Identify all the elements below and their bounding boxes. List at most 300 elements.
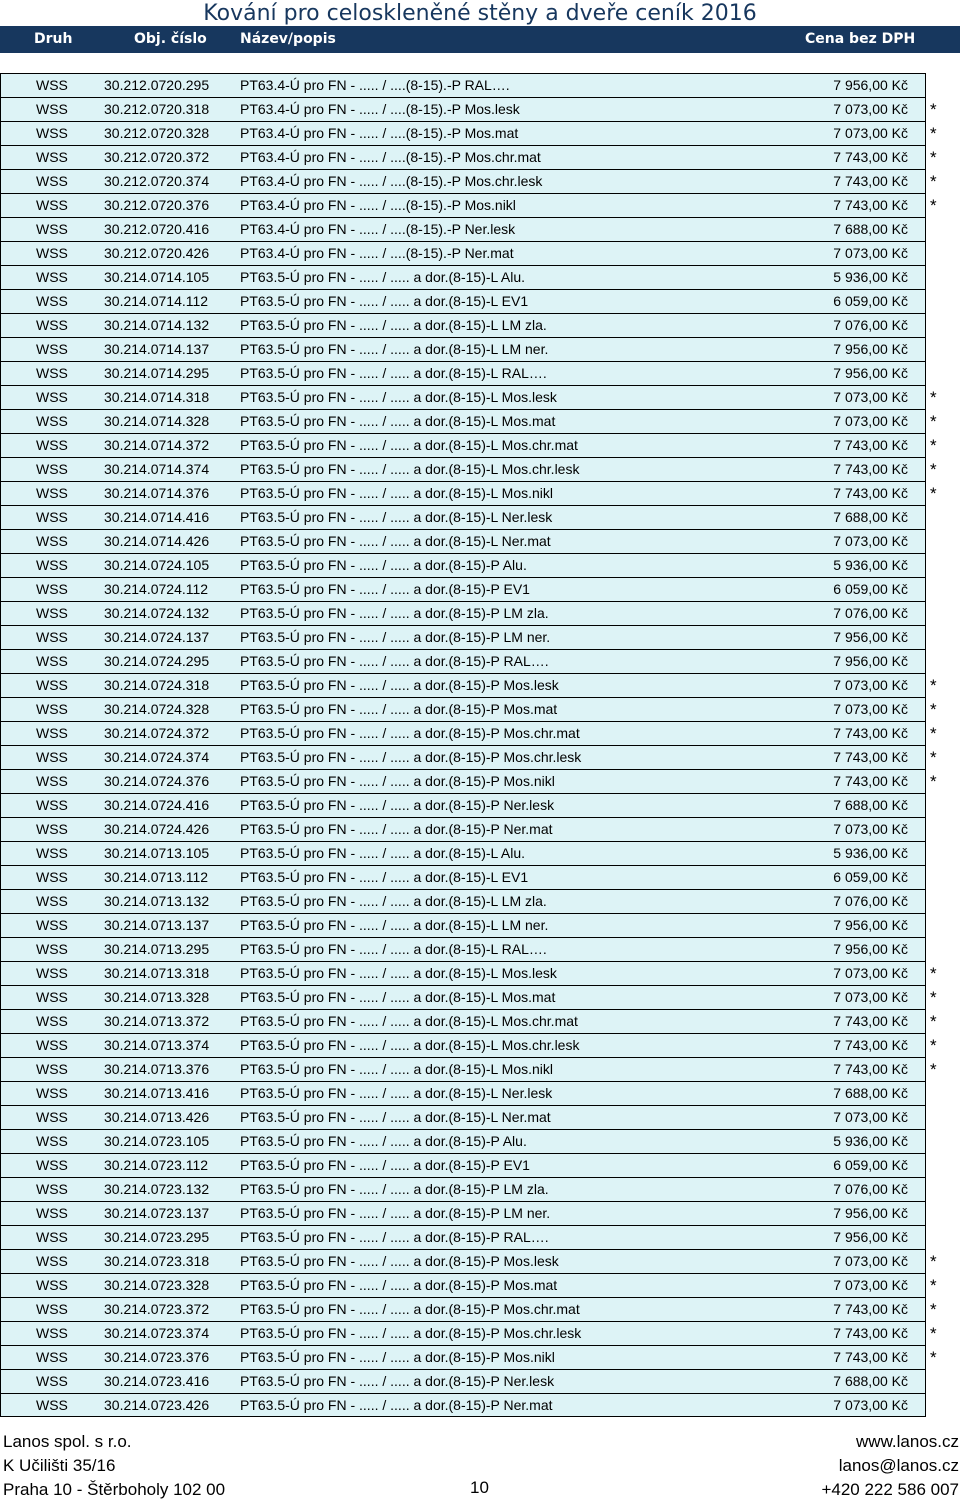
table-row — [0, 1345, 960, 1369]
cell-druh: WSS — [36, 1349, 68, 1365]
cell-star: * — [930, 172, 937, 191]
table-row — [0, 1153, 960, 1177]
cell-obj-cislo: 30.214.0723.416 — [104, 1373, 210, 1389]
cell-star: * — [930, 100, 937, 119]
cell-obj-cislo: 30.212.0720.374 — [104, 173, 210, 189]
cell-cena: 7 743,00 Kč — [833, 773, 908, 789]
table-row — [0, 289, 960, 313]
cell-nazev: PT63.5-Ú pro FN - ..... / ..... a dor.(8-15)-L EV1 — [240, 869, 529, 885]
table-row — [0, 673, 960, 697]
cell-nazev: PT63.5-Ú pro FN - ..... / ..... a dor.(8-15)-L Mos.lesk — [240, 965, 557, 981]
cell-star: * — [930, 676, 937, 695]
cell-obj-cislo: 30.214.0724.376 — [104, 773, 210, 789]
cell-obj-cislo: 30.212.0720.376 — [104, 197, 210, 213]
header-obj-cislo: Obj. číslo — [134, 31, 207, 47]
cell-cena: 7 073,00 Kč — [833, 533, 908, 549]
cell-druh: WSS — [36, 893, 68, 909]
table-row — [0, 1129, 960, 1153]
table-row — [0, 841, 960, 865]
table-row — [0, 1249, 960, 1273]
cell-druh: WSS — [36, 653, 68, 669]
cell-cena: 5 936,00 Kč — [833, 845, 908, 861]
cell-druh: WSS — [36, 1373, 68, 1389]
cell-cena: 7 743,00 Kč — [833, 149, 908, 165]
cell-druh: WSS — [36, 1277, 68, 1293]
cell-cena: 7 073,00 Kč — [833, 413, 908, 429]
cell-star: * — [930, 748, 937, 767]
cell-druh: WSS — [36, 149, 68, 165]
cell-cena: 7 073,00 Kč — [833, 1109, 908, 1125]
cell-obj-cislo: 30.214.0713.328 — [104, 989, 210, 1005]
cell-obj-cislo: 30.214.0714.426 — [104, 533, 210, 549]
cell-obj-cislo: 30.214.0723.105 — [104, 1133, 210, 1149]
cell-cena: 7 073,00 Kč — [833, 245, 908, 261]
cell-nazev: PT63.5-Ú pro FN - ..... / ..... a dor.(8-15)-L Mos.chr.mat — [240, 1013, 578, 1029]
cell-nazev: PT63.5-Ú pro FN - ..... / ..... a dor.(8-15)-P LM zla. — [240, 605, 549, 621]
cell-cena: 7 073,00 Kč — [833, 701, 908, 717]
cell-cena: 5 936,00 Kč — [833, 269, 908, 285]
cell-obj-cislo: 30.214.0724.318 — [104, 677, 210, 693]
cell-obj-cislo: 30.214.0713.295 — [104, 941, 210, 957]
cell-druh: WSS — [36, 389, 68, 405]
cell-star: * — [930, 484, 937, 503]
cell-obj-cislo: 30.214.0714.328 — [104, 413, 210, 429]
cell-nazev: PT63.5-Ú pro FN - ..... / ..... a dor.(8-15)-L Mos.lesk — [240, 389, 557, 405]
table-row — [0, 1081, 960, 1105]
table-row — [0, 73, 960, 97]
cell-druh: WSS — [36, 557, 68, 573]
cell-nazev: PT63.5-Ú pro FN - ..... / ..... a dor.(8-15)-P Mos.chr.mat — [240, 725, 580, 741]
cell-cena: 7 956,00 Kč — [833, 917, 908, 933]
cell-obj-cislo: 30.212.0720.372 — [104, 149, 210, 165]
cell-obj-cislo: 30.214.0724.426 — [104, 821, 210, 837]
table-row — [0, 649, 960, 673]
cell-nazev: PT63.5-Ú pro FN - ..... / ..... a dor.(8-15)-P Ner.lesk — [240, 797, 555, 813]
cell-star: * — [930, 1012, 937, 1031]
cell-star: * — [930, 988, 937, 1007]
footer-city: Praha 10 - Štěrboholy 102 00 — [3, 1480, 226, 1499]
cell-star: * — [930, 436, 937, 455]
cell-druh: WSS — [36, 1109, 68, 1125]
cell-star: * — [930, 964, 937, 983]
cell-obj-cislo: 30.214.0714.372 — [104, 437, 210, 453]
table-row — [0, 913, 960, 937]
cell-star: * — [930, 388, 937, 407]
cell-cena: 7 073,00 Kč — [833, 677, 908, 693]
cell-cena: 7 743,00 Kč — [833, 725, 908, 741]
cell-nazev: PT63.5-Ú pro FN - ..... / ..... a dor.(8-15)-L Ner.lesk — [240, 1085, 553, 1101]
cell-cena: 5 936,00 Kč — [833, 557, 908, 573]
cell-druh: WSS — [36, 845, 68, 861]
cell-obj-cislo: 30.214.0724.328 — [104, 701, 210, 717]
cell-cena: 7 073,00 Kč — [833, 101, 908, 117]
cell-druh: WSS — [36, 965, 68, 981]
cell-druh: WSS — [36, 533, 68, 549]
cell-cena: 7 743,00 Kč — [833, 437, 908, 453]
table-row — [0, 697, 960, 721]
cell-druh: WSS — [36, 701, 68, 717]
table-row — [0, 889, 960, 913]
cell-obj-cislo: 30.214.0723.426 — [104, 1397, 210, 1413]
table-row — [0, 457, 960, 481]
cell-star: * — [930, 772, 937, 791]
cell-star: * — [930, 1324, 937, 1343]
cell-cena: 7 956,00 Kč — [833, 629, 908, 645]
cell-obj-cislo: 30.214.0724.132 — [104, 605, 210, 621]
page-number: 10 — [470, 1478, 489, 1497]
cell-obj-cislo: 30.214.0713.105 — [104, 845, 210, 861]
cell-druh: WSS — [36, 413, 68, 429]
cell-star: * — [930, 1036, 937, 1055]
cell-druh: WSS — [36, 1205, 68, 1221]
cell-obj-cislo: 30.214.0723.137 — [104, 1205, 210, 1221]
cell-cena: 7 073,00 Kč — [833, 989, 908, 1005]
cell-druh: WSS — [36, 293, 68, 309]
cell-druh: WSS — [36, 1133, 68, 1149]
cell-nazev: PT63.5-Ú pro FN - ..... / ..... a dor.(8-15)-P Mos.chr.lesk — [240, 749, 582, 765]
cell-star: * — [930, 724, 937, 743]
table-row — [0, 265, 960, 289]
cell-druh: WSS — [36, 1253, 68, 1269]
cell-nazev: PT63.5-Ú pro FN - ..... / ..... a dor.(8-15)-P Mos.nikl — [240, 1349, 555, 1365]
cell-druh: WSS — [36, 269, 68, 285]
footer-street: K Učilišti 35/16 — [3, 1456, 116, 1475]
table-row — [0, 793, 960, 817]
cell-druh: WSS — [36, 917, 68, 933]
cell-druh: WSS — [36, 1085, 68, 1101]
cell-cena: 7 956,00 Kč — [833, 1229, 908, 1245]
price-table — [0, 73, 960, 1417]
cell-star: * — [930, 1252, 937, 1271]
cell-druh: WSS — [36, 1229, 68, 1245]
cell-cena: 7 956,00 Kč — [833, 653, 908, 669]
cell-druh: WSS — [36, 941, 68, 957]
table-row — [0, 409, 960, 433]
cell-cena: 7 743,00 Kč — [833, 1013, 908, 1029]
cell-obj-cislo: 30.214.0724.374 — [104, 749, 210, 765]
cell-cena: 7 956,00 Kč — [833, 941, 908, 957]
cell-obj-cislo: 30.212.0720.318 — [104, 101, 210, 117]
cell-druh: WSS — [36, 629, 68, 645]
cell-nazev: PT63.4-Ú pro FN - ..... / ....(8-15).-P Mos.nikl — [240, 197, 516, 213]
cell-obj-cislo: 30.214.0724.416 — [104, 797, 210, 813]
cell-cena: 7 076,00 Kč — [833, 893, 908, 909]
cell-nazev: PT63.5-Ú pro FN - ..... / ..... a dor.(8-15)-L Mos.mat — [240, 413, 556, 429]
cell-nazev: PT63.4-Ú pro FN - ..... / ....(8-15).-P Ner.lesk — [240, 221, 516, 237]
cell-cena: 7 743,00 Kč — [833, 1301, 908, 1317]
cell-druh: WSS — [36, 245, 68, 261]
table-row — [0, 1369, 960, 1393]
table-header — [0, 26, 960, 53]
cell-cena: 7 743,00 Kč — [833, 485, 908, 501]
table-row — [0, 601, 960, 625]
cell-nazev: PT63.4-Ú pro FN - ..... / ....(8-15).-P Mos.chr.lesk — [240, 173, 543, 189]
table-row — [0, 625, 960, 649]
cell-nazev: PT63.5-Ú pro FN - ..... / ..... a dor.(8-15)-L Mos.nikl — [240, 1061, 554, 1077]
cell-obj-cislo: 30.214.0714.376 — [104, 485, 210, 501]
page-footer — [0, 1430, 960, 1503]
cell-nazev: PT63.5-Ú pro FN - ..... / ..... a dor.(8-15)-P Ner.mat — [240, 821, 553, 837]
table-row — [0, 169, 960, 193]
cell-druh: WSS — [36, 725, 68, 741]
cell-cena: 7 073,00 Kč — [833, 1253, 908, 1269]
header-nazev-popis: Název/popis — [240, 31, 336, 47]
cell-cena: 7 076,00 Kč — [833, 317, 908, 333]
table-row — [0, 337, 960, 361]
cell-nazev: PT63.5-Ú pro FN - ..... / ..... a dor.(8-15)-P Alu. — [240, 557, 527, 573]
cell-druh: WSS — [36, 1397, 68, 1413]
table-row — [0, 985, 960, 1009]
cell-nazev: PT63.5-Ú pro FN - ..... / ..... a dor.(8-15)-P Mos.lesk — [240, 1253, 559, 1269]
cell-star: * — [930, 700, 937, 719]
cell-obj-cislo: 30.214.0713.132 — [104, 893, 210, 909]
table-row — [0, 1033, 960, 1057]
cell-druh: WSS — [36, 605, 68, 621]
cell-druh: WSS — [36, 1301, 68, 1317]
table-row — [0, 1393, 960, 1417]
table-row — [0, 481, 960, 505]
cell-cena: 7 743,00 Kč — [833, 1037, 908, 1053]
footer-email-link[interactable]: lanos@lanos.cz — [838, 1456, 959, 1475]
cell-star: * — [930, 412, 937, 431]
cell-cena: 7 956,00 Kč — [833, 365, 908, 381]
table-row — [0, 1297, 960, 1321]
cell-obj-cislo: 30.214.0713.137 — [104, 917, 210, 933]
cell-nazev: PT63.5-Ú pro FN - ..... / ..... a dor.(8-15)-P Mos.chr.mat — [240, 1301, 580, 1317]
cell-nazev: PT63.5-Ú pro FN - ..... / ..... a dor.(8-15)-L RAL…. — [240, 941, 547, 957]
cell-obj-cislo: 30.214.0724.295 — [104, 653, 210, 669]
table-row — [0, 961, 960, 985]
table-row — [0, 145, 960, 169]
cell-nazev: PT63.4-Ú pro FN - ..... / ....(8-15).-P Mos.lesk — [240, 101, 520, 117]
table-row — [0, 121, 960, 145]
cell-cena: 7 956,00 Kč — [833, 341, 908, 357]
cell-obj-cislo: 30.214.0714.105 — [104, 269, 210, 285]
table-row — [0, 1177, 960, 1201]
cell-cena: 7 073,00 Kč — [833, 821, 908, 837]
table-row — [0, 217, 960, 241]
header-cena: Cena bez DPH — [805, 31, 916, 47]
cell-obj-cislo: 30.214.0723.295 — [104, 1229, 210, 1245]
cell-obj-cislo: 30.214.0723.328 — [104, 1277, 210, 1293]
cell-obj-cislo: 30.214.0724.372 — [104, 725, 210, 741]
cell-obj-cislo: 30.212.0720.416 — [104, 221, 210, 237]
cell-cena: 7 688,00 Kč — [833, 797, 908, 813]
cell-druh: WSS — [36, 773, 68, 789]
cell-nazev: PT63.5-Ú pro FN - ..... / ..... a dor.(8-15)-L Alu. — [240, 269, 526, 285]
table-row — [0, 97, 960, 121]
cell-obj-cislo: 30.214.0713.374 — [104, 1037, 210, 1053]
cell-druh: WSS — [36, 1325, 68, 1341]
cell-obj-cislo: 30.214.0713.426 — [104, 1109, 210, 1125]
cell-druh: WSS — [36, 197, 68, 213]
cell-druh: WSS — [36, 77, 68, 93]
footer-company: Lanos spol. s r.o. — [3, 1432, 132, 1451]
cell-nazev: PT63.5-Ú pro FN - ..... / ..... a dor.(8-15)-L Mos.chr.mat — [240, 437, 578, 453]
cell-cena: 6 059,00 Kč — [833, 869, 908, 885]
cell-cena: 7 073,00 Kč — [833, 1277, 908, 1293]
table-row — [0, 193, 960, 217]
cell-cena: 7 076,00 Kč — [833, 605, 908, 621]
cell-cena: 7 688,00 Kč — [833, 1373, 908, 1389]
cell-druh: WSS — [36, 1181, 68, 1197]
cell-druh: WSS — [36, 221, 68, 237]
cell-cena: 7 743,00 Kč — [833, 197, 908, 213]
cell-nazev: PT63.5-Ú pro FN - ..... / ..... a dor.(8-15)-P RAL…. — [240, 1229, 549, 1245]
cell-druh: WSS — [36, 581, 68, 597]
table-row — [0, 817, 960, 841]
cell-nazev: PT63.5-Ú pro FN - ..... / ..... a dor.(8-15)-L LM zla. — [240, 893, 547, 909]
table-row — [0, 1201, 960, 1225]
header-druh: Druh — [34, 31, 73, 47]
cell-druh: WSS — [36, 677, 68, 693]
cell-cena: 7 743,00 Kč — [833, 1325, 908, 1341]
table-row — [0, 1009, 960, 1033]
cell-druh: WSS — [36, 341, 68, 357]
cell-cena: 7 076,00 Kč — [833, 1181, 908, 1197]
cell-nazev: PT63.5-Ú pro FN - ..... / ..... a dor.(8-15)-L Mos.chr.lesk — [240, 461, 580, 477]
cell-nazev: PT63.5-Ú pro FN - ..... / ..... a dor.(8-15)-P EV1 — [240, 581, 530, 597]
cell-obj-cislo: 30.214.0724.112 — [104, 581, 209, 597]
table-row — [0, 1321, 960, 1345]
cell-nazev: PT63.4-Ú pro FN - ..... / ....(8-15).-P Mos.mat — [240, 125, 519, 141]
cell-star: * — [930, 1276, 937, 1295]
cell-nazev: PT63.5-Ú pro FN - ..... / ..... a dor.(8-15)-L EV1 — [240, 293, 529, 309]
cell-obj-cislo: 30.214.0713.112 — [104, 869, 209, 885]
cell-druh: WSS — [36, 989, 68, 1005]
cell-druh: WSS — [36, 1157, 68, 1173]
cell-druh: WSS — [36, 365, 68, 381]
cell-druh: WSS — [36, 797, 68, 813]
footer-phone: +420 222 586 007 — [821, 1480, 959, 1499]
cell-druh: WSS — [36, 1037, 68, 1053]
cell-obj-cislo: 30.212.0720.426 — [104, 245, 210, 261]
cell-nazev: PT63.5-Ú pro FN - ..... / ..... a dor.(8-15)-P Ner.mat — [240, 1397, 553, 1413]
cell-cena: 7 073,00 Kč — [833, 125, 908, 141]
cell-obj-cislo: 30.214.0723.376 — [104, 1349, 210, 1365]
cell-cena: 7 743,00 Kč — [833, 749, 908, 765]
table-row — [0, 241, 960, 265]
table-row — [0, 1273, 960, 1297]
cell-obj-cislo: 30.214.0723.372 — [104, 1301, 210, 1317]
cell-druh: WSS — [36, 173, 68, 189]
cell-cena: 7 956,00 Kč — [833, 1205, 908, 1221]
cell-cena: 7 956,00 Kč — [833, 77, 908, 93]
cell-nazev: PT63.5-Ú pro FN - ..... / ..... a dor.(8-15)-P Ner.lesk — [240, 1373, 555, 1389]
table-row — [0, 721, 960, 745]
cell-nazev: PT63.5-Ú pro FN - ..... / ..... a dor.(8-15)-P Mos.mat — [240, 1277, 558, 1293]
table-row — [0, 865, 960, 889]
table-row — [0, 361, 960, 385]
cell-nazev: PT63.5-Ú pro FN - ..... / ..... a dor.(8-15)-L LM zla. — [240, 317, 547, 333]
cell-nazev: PT63.4-Ú pro FN - ..... / ....(8-15).-P Mos.chr.mat — [240, 149, 541, 165]
cell-druh: WSS — [36, 461, 68, 477]
cell-druh: WSS — [36, 317, 68, 333]
table-row — [0, 1105, 960, 1129]
cell-star: * — [930, 1060, 937, 1079]
table-row — [0, 1225, 960, 1249]
cell-druh: WSS — [36, 101, 68, 117]
cell-obj-cislo: 30.214.0713.318 — [104, 965, 210, 981]
cell-obj-cislo: 30.214.0714.132 — [104, 317, 210, 333]
cell-obj-cislo: 30.214.0713.372 — [104, 1013, 210, 1029]
cell-obj-cislo: 30.214.0723.318 — [104, 1253, 210, 1269]
cell-obj-cislo: 30.212.0720.295 — [104, 77, 210, 93]
cell-druh: WSS — [36, 437, 68, 453]
cell-nazev: PT63.5-Ú pro FN - ..... / ..... a dor.(8-15)-L Mos.chr.lesk — [240, 1037, 580, 1053]
cell-cena: 7 073,00 Kč — [833, 389, 908, 405]
cell-nazev: PT63.5-Ú pro FN - ..... / ..... a dor.(8-15)-L Ner.lesk — [240, 509, 553, 525]
cell-obj-cislo: 30.214.0723.112 — [104, 1157, 209, 1173]
cell-obj-cislo: 30.214.0724.137 — [104, 629, 210, 645]
cell-nazev: PT63.5-Ú pro FN - ..... / ..... a dor.(8-15)-P Alu. — [240, 1133, 527, 1149]
cell-druh: WSS — [36, 1013, 68, 1029]
cell-nazev: PT63.5-Ú pro FN - ..... / ..... a dor.(8-15)-P Mos.nikl — [240, 773, 555, 789]
cell-nazev: PT63.5-Ú pro FN - ..... / ..... a dor.(8-15)-L LM ner. — [240, 917, 549, 933]
cell-star: * — [930, 148, 937, 167]
cell-druh: WSS — [36, 821, 68, 837]
cell-obj-cislo: 30.214.0714.295 — [104, 365, 210, 381]
cell-obj-cislo: 30.214.0723.132 — [104, 1181, 210, 1197]
cell-nazev: PT63.5-Ú pro FN - ..... / ..... a dor.(8-15)-L Alu. — [240, 845, 526, 861]
cell-cena: 6 059,00 Kč — [833, 581, 908, 597]
cell-druh: WSS — [36, 485, 68, 501]
document-title: Kování pro celoskleněné stěny a dveře ceník 2016 — [203, 1, 757, 26]
cell-cena: 7 743,00 Kč — [833, 461, 908, 477]
table-row — [0, 529, 960, 553]
cell-nazev: PT63.4-Ú pro FN - ..... / ....(8-15).-P Ner.mat — [240, 245, 514, 261]
cell-cena: 7 688,00 Kč — [833, 1085, 908, 1101]
cell-obj-cislo: 30.214.0714.112 — [104, 293, 209, 309]
cell-nazev: PT63.5-Ú pro FN - ..... / ..... a dor.(8-15)-P LM ner. — [240, 1205, 551, 1221]
cell-obj-cislo: 30.214.0714.137 — [104, 341, 210, 357]
cell-cena: 7 743,00 Kč — [833, 1349, 908, 1365]
table-row — [0, 433, 960, 457]
cell-nazev: PT63.4-Ú pro FN - ..... / ....(8-15).-P RAL…. — [240, 77, 510, 93]
cell-obj-cislo: 30.214.0714.416 — [104, 509, 210, 525]
cell-cena: 7 688,00 Kč — [833, 509, 908, 525]
cell-nazev: PT63.5-Ú pro FN - ..... / ..... a dor.(8-15)-P EV1 — [240, 1157, 530, 1173]
cell-druh: WSS — [36, 749, 68, 765]
footer-web-link[interactable]: www.lanos.cz — [856, 1432, 959, 1451]
cell-obj-cislo: 30.214.0714.318 — [104, 389, 210, 405]
cell-cena: 7 073,00 Kč — [833, 1397, 908, 1413]
table-row — [0, 769, 960, 793]
cell-nazev: PT63.5-Ú pro FN - ..... / ..... a dor.(8-15)-P Mos.lesk — [240, 677, 559, 693]
cell-nazev: PT63.5-Ú pro FN - ..... / ..... a dor.(8-15)-L RAL…. — [240, 365, 547, 381]
cell-druh: WSS — [36, 125, 68, 141]
cell-obj-cislo: 30.212.0720.328 — [104, 125, 210, 141]
cell-cena: 6 059,00 Kč — [833, 1157, 908, 1173]
cell-nazev: PT63.5-Ú pro FN - ..... / ..... a dor.(8-15)-P LM ner. — [240, 629, 551, 645]
cell-star: * — [930, 460, 937, 479]
table-row — [0, 745, 960, 769]
cell-obj-cislo: 30.214.0713.376 — [104, 1061, 210, 1077]
cell-obj-cislo: 30.214.0724.105 — [104, 557, 210, 573]
cell-druh: WSS — [36, 1061, 68, 1077]
cell-cena: 7 743,00 Kč — [833, 1061, 908, 1077]
table-row — [0, 505, 960, 529]
cell-star: * — [930, 124, 937, 143]
table-row — [0, 937, 960, 961]
table-row — [0, 1057, 960, 1081]
cell-nazev: PT63.5-Ú pro FN - ..... / ..... a dor.(8-15)-P RAL…. — [240, 653, 549, 669]
cell-druh: WSS — [36, 869, 68, 885]
table-row — [0, 577, 960, 601]
cell-star: * — [930, 196, 937, 215]
cell-nazev: PT63.5-Ú pro FN - ..... / ..... a dor.(8-15)-P Mos.chr.lesk — [240, 1325, 582, 1341]
cell-nazev: PT63.5-Ú pro FN - ..... / ..... a dor.(8-15)-P Mos.mat — [240, 701, 558, 717]
